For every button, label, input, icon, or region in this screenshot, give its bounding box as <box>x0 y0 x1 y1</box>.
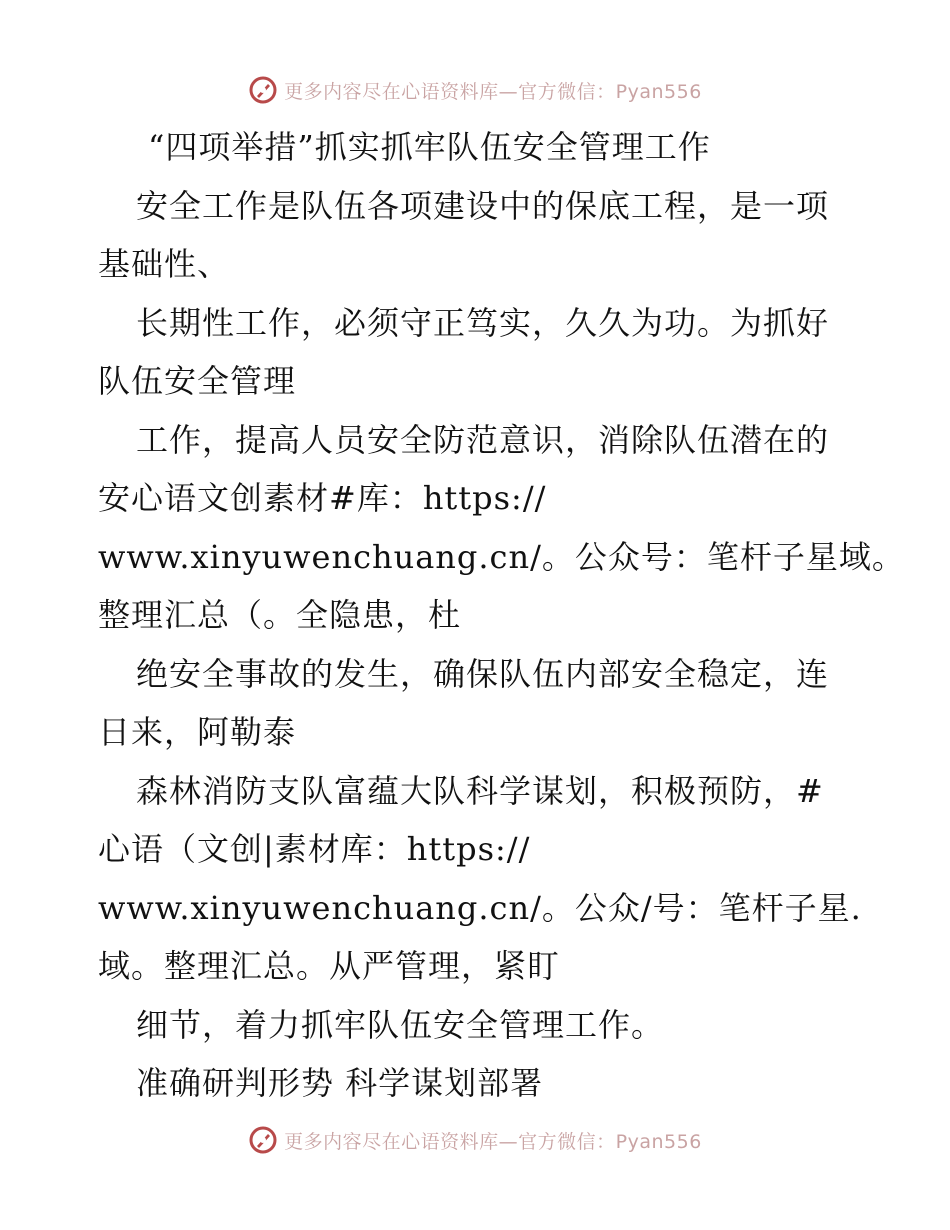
paragraph-line: www.xinyuwenchuang.cn/。公众/号：笔杆子星. <box>98 888 862 927</box>
section-heading: 准确研判形势 科学谋划部署 <box>136 1064 544 1102</box>
paragraph-line: 绝安全事故的发生，确保队伍内部安全稳定，连 <box>136 654 830 693</box>
banner-text: 更多内容尽在心语资料库—官方微信：Pyan556 <box>284 1130 702 1153</box>
footer-watermark-banner <box>0 1120 950 1160</box>
paragraph-line: 安全工作是队伍各项建设中的保底工程，是一项 <box>136 186 830 225</box>
paragraph-line: www.xinyuwenchuang.cn/。公众号：笔杆子星域。 <box>98 537 905 576</box>
paragraph-line: 基础性、 <box>98 245 231 283</box>
paragraph-line: 森林消防支队富蕴大队科学谋划，积极预防，# <box>136 771 824 810</box>
banner-text: 更多内容尽在心语资料库—官方微信：Pyan556 <box>284 80 702 103</box>
paragraph-line: 整理汇总（。全隐患，杜 <box>98 596 462 634</box>
paragraph-line: 长期性工作，必须守正笃实，久久为功。为抓好 <box>136 303 830 342</box>
paragraph-line: 域。整理汇总。从严管理，紧盯 <box>98 947 561 985</box>
document-body <box>98 118 905 1113</box>
pen-circle-icon <box>248 1125 278 1155</box>
pen-circle-icon <box>248 75 278 105</box>
paragraph-line: 工作，提高人员安全防范意识，消除队伍潜在的 <box>136 420 830 459</box>
document-title: “四项举措”抓实抓牢队伍安全管理工作 <box>148 128 711 166</box>
paragraph-line: 细节，着力抓牢队伍安全管理工作。 <box>136 1005 665 1044</box>
paragraph-line: 安心语文创素材#库：https:// <box>98 479 547 517</box>
paragraph-line: 心语（文创|素材库：https:// <box>98 830 531 868</box>
header-watermark-banner <box>0 70 950 110</box>
paragraph-line: 队伍安全管理 <box>98 362 297 400</box>
paragraph-line: 日来，阿勒泰 <box>98 713 297 751</box>
